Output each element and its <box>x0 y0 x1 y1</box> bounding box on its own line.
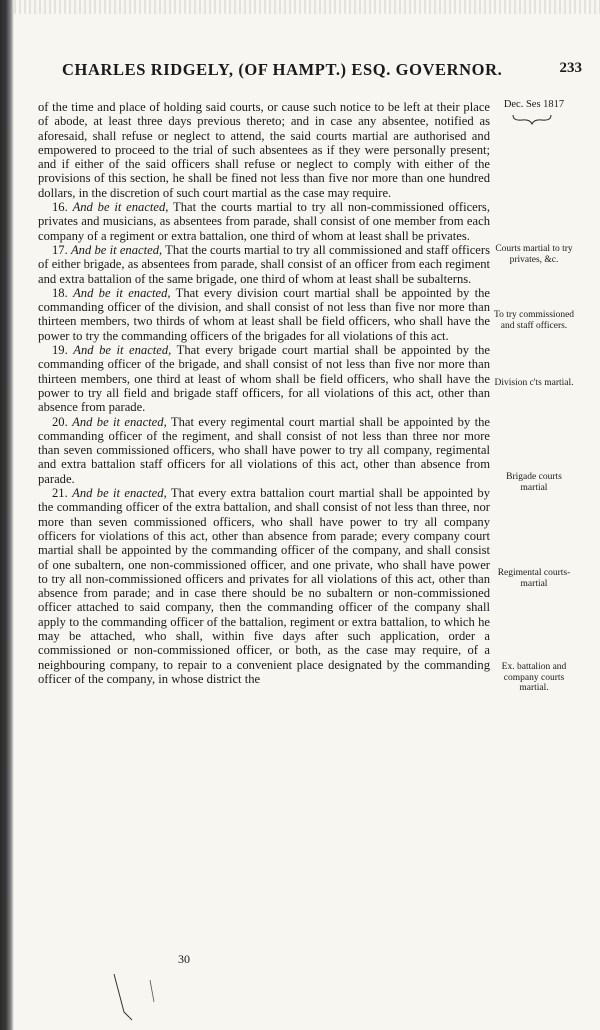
section-17 <box>38 243 490 286</box>
page-header <box>62 60 582 86</box>
enacting-clause: And be it enacted, <box>72 200 169 215</box>
section-text: That the courts martial to try all commissioned and staff officers of either brigade, as absentees from parade, shall consist of an officer from each regiment and extra battalion of the same brigade, one third of whom at least shall be subalterns. <box>38 242 490 286</box>
margin-note-brigade: Brigade courts martial <box>506 472 562 493</box>
scan-noise-top <box>14 0 600 14</box>
signature-mark: 30 <box>178 952 190 966</box>
margin-note-regimental: Regimental courts-martial <box>497 568 571 589</box>
margin-note-extra-battalion: Ex. battalion and company courts martial. <box>501 662 567 693</box>
section-text: That every brigade court martial shall be appointed by the commanding officer of the brigade, and shall consist of not less than five nor more than thirteen members, one third at least of whom shall be field officers, who shall have the power to try all field and brigade staff officers, for all violations of this act, other than absence from parade. <box>38 343 490 415</box>
section-text: That every extra battalion court martial shall be appointed by the commanding officer of the extra battalion, and shall consist of not less than three, nor more than seven commissioned officers, who shall have power to try all company officers for violations of this act, other than absence from parade; every company court martial shall be appointed by the commanding officer of the company, and shall consist of one subaltern, one non-commissioned officer, and one private, who shall have power to try all non-commissioned officers and privates for all violations of this act, other than absence from parade; and in case there should be no subaltern or non-commissioned officer attached to said company, then the commanding officer of the company shall apply to the commanding officer of the battalion, regiment or extra battalion, to which he may be attached, who shall, within five days after such application, order a commissioned or non-commissioned officer, or both, as the case may require, of a neighbouring company, to repair to a convenient place designated by the commanding officer of the company, in whose district the <box>38 486 490 686</box>
section-number: 17. <box>52 242 68 257</box>
section-21 <box>38 486 490 686</box>
section-number: 16. <box>52 200 68 215</box>
section-number: 21. <box>52 486 68 501</box>
book-spine-shadow <box>0 0 14 1030</box>
margin-note-courts-martial-privates: Courts martial to try privates, &c. <box>495 244 573 265</box>
section-19 <box>38 343 490 414</box>
section-text: That the courts martial to try all non-commissioned officers, privates and musicians, as absentees from parade, shall consist of one member from each company of a regiment or extra battalion, one third of whom at least shall be privates. <box>38 200 490 243</box>
section-number: 20. <box>52 414 68 429</box>
section-number: 18. <box>52 285 68 300</box>
enacting-clause: And be it enacted, <box>72 414 167 429</box>
section-text: That every division court martial shall be appointed by the commanding officer of the division, and shall consist of not less than five nor more than thirteen members, two thirds of whom at least shall be field officers, who shall have the power to try the commanding officers of the brigades for all violations of this act. <box>38 285 490 343</box>
body-text <box>38 100 490 686</box>
margin-note-staff-officers: To try commissioned and staff officers. <box>493 310 575 331</box>
page-number: 233 <box>559 60 582 76</box>
enacting-clause: And be it enacted, <box>73 285 171 300</box>
section-20 <box>38 415 490 486</box>
section-18 <box>38 286 490 343</box>
section-number: 19. <box>52 343 68 358</box>
enacting-clause: And be it enacted, <box>70 242 163 257</box>
paragraph-text: of the time and place of holding said courts, or cause such notice to be left at their place of abode, at least three days previous thereto; and in case any absentee, notified as aforesaid, shall refuse or neglect to attend, the said courts martial are authorised and empowered to proceed to the trial of such absentees as if they were personally present; and if either of the said officers shall refuse or neglect to comply with either of the provisions of this section, he shall be fined not less than five nor more than one hundred dollars, in the discretion of such court martial as the case may require. <box>38 100 490 200</box>
margin-note-division: Division c'ts martial. <box>494 378 574 388</box>
section-text: That every regimental court martial shall be appointed by the commanding officer of the regiment, and shall consist of not less than three nor more than seven commissioned officers, who shall have power to try all company, regimental and extra battalion staff officers for all violations of this act, other than absence from parade. <box>38 414 490 486</box>
section-16 <box>38 200 490 243</box>
enacting-clause: And be it enacted, <box>72 486 167 501</box>
running-head: CHARLES RIDGELY, (OF HAMPT.) ESQ. GOVERNOR. <box>62 60 503 79</box>
margin-brace <box>512 113 552 125</box>
enacting-clause: And be it enacted, <box>73 343 172 358</box>
pen-mark-icon <box>110 972 170 1022</box>
margin-note-date: Dec. Ses 1817 <box>503 99 565 110</box>
paragraph-continued <box>38 100 490 200</box>
